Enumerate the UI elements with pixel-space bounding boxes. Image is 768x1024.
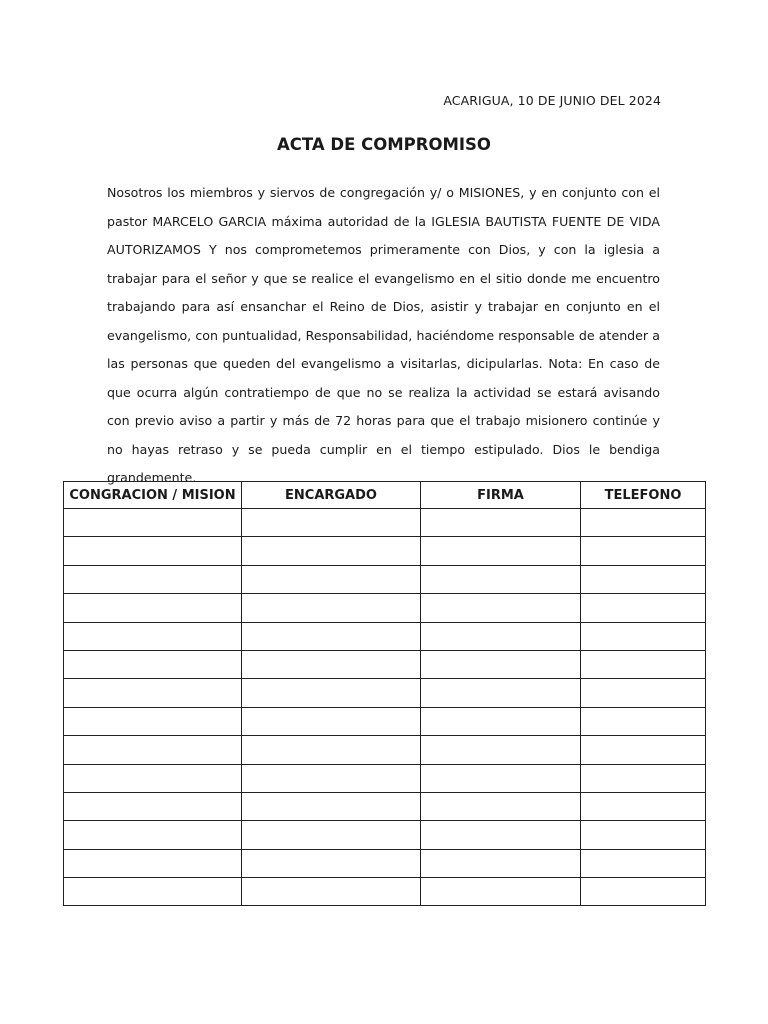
cell-firma: [421, 622, 581, 650]
cell-congregacion-mision: [64, 736, 242, 764]
cell-telefono: [581, 679, 706, 707]
cell-firma: [421, 679, 581, 707]
cell-encargado: [242, 736, 421, 764]
cell-telefono: [581, 764, 706, 792]
cell-congregacion-mision: [64, 878, 242, 906]
cell-encargado: [242, 707, 421, 735]
table-row: [64, 821, 706, 849]
table-row: [64, 679, 706, 707]
cell-telefono: [581, 537, 706, 565]
cell-congregacion-mision: [64, 565, 242, 593]
cell-telefono: [581, 878, 706, 906]
cell-congregacion-mision: [64, 849, 242, 877]
cell-congregacion-mision: [64, 509, 242, 537]
cell-telefono: [581, 622, 706, 650]
cell-encargado: [242, 650, 421, 678]
cell-congregacion-mision: [64, 537, 242, 565]
cell-firma: [421, 821, 581, 849]
table-row: [64, 736, 706, 764]
cell-telefono: [581, 821, 706, 849]
cell-firma: [421, 650, 581, 678]
cell-firma: [421, 594, 581, 622]
cell-firma: [421, 509, 581, 537]
cell-congregacion-mision: [64, 679, 242, 707]
cell-telefono: [581, 707, 706, 735]
cell-encargado: [242, 878, 421, 906]
cell-congregacion-mision: [64, 594, 242, 622]
cell-encargado: [242, 764, 421, 792]
cell-encargado: [242, 792, 421, 820]
cell-congregacion-mision: [64, 764, 242, 792]
signature-table: [63, 481, 706, 906]
table-row: [64, 509, 706, 537]
header-firma: FIRMA: [421, 482, 581, 509]
table-header-row: [64, 482, 706, 509]
cell-congregacion-mision: [64, 650, 242, 678]
cell-encargado: [242, 594, 421, 622]
cell-encargado: [242, 622, 421, 650]
cell-congregacion-mision: [64, 622, 242, 650]
cell-telefono: [581, 509, 706, 537]
table-row: [64, 594, 706, 622]
cell-encargado: [242, 821, 421, 849]
header-telefono: TELEFONO: [581, 482, 706, 509]
cell-encargado: [242, 537, 421, 565]
cell-firma: [421, 565, 581, 593]
cell-telefono: [581, 849, 706, 877]
cell-firma: [421, 764, 581, 792]
table-row: [64, 565, 706, 593]
table-row: [64, 849, 706, 877]
table-row: [64, 764, 706, 792]
header-congregacion-mision: CONGRACION / MISION: [64, 482, 242, 509]
cell-congregacion-mision: [64, 821, 242, 849]
cell-firma: [421, 849, 581, 877]
cell-firma: [421, 707, 581, 735]
commitment-paragraph: Nosotros los miembros y siervos de congregación y/ o MISIONES, y en conjunto con el pastor MARCELO GARCIA máxima autoridad de la IGLESIA BAUTISTA FUENTE DE VIDA AUTORIZAMOS Y nos comprometemos primeramente con Dios, y con la iglesia a trabajar para el señor y que se realice el evangelismo en el sitio donde me encuentro trabajando para así ensanchar el Reino de Dios, asistir y trabajar en conjunto en el evangelismo, con puntualidad, Responsabilidad, haciéndome responsable de atender a las personas que queden del evangelismo a visitarlas, dicipularlas. Nota: En caso de que ocurra algún contratiempo de que no se realiza la actividad se estará avisando con previo aviso a partir y más de 72 horas para que el trabajo misionero continúe y no hayas retraso y se pueda cumplir en el tiempo estipulado. Dios le bendiga grandemente.: [107, 185, 660, 485]
cell-encargado: [242, 565, 421, 593]
cell-congregacion-mision: [64, 707, 242, 735]
table-row: [64, 707, 706, 735]
table-row: [64, 792, 706, 820]
cell-firma: [421, 792, 581, 820]
cell-firma: [421, 736, 581, 764]
cell-telefono: [581, 650, 706, 678]
cell-encargado: [242, 509, 421, 537]
cell-congregacion-mision: [64, 792, 242, 820]
table-row: [64, 537, 706, 565]
table-row: [64, 878, 706, 906]
document-date: ACARIGUA, 10 DE JUNIO DEL 2024: [443, 93, 661, 108]
cell-encargado: [242, 679, 421, 707]
cell-firma: [421, 878, 581, 906]
table-body: [64, 509, 706, 906]
cell-telefono: [581, 594, 706, 622]
cell-encargado: [242, 849, 421, 877]
cell-telefono: [581, 565, 706, 593]
cell-firma: [421, 537, 581, 565]
table-row: [64, 622, 706, 650]
header-encargado: ENCARGADO: [242, 482, 421, 509]
table-row: [64, 650, 706, 678]
document-title: ACTA DE COMPROMISO: [277, 135, 491, 154]
cell-telefono: [581, 736, 706, 764]
cell-telefono: [581, 792, 706, 820]
